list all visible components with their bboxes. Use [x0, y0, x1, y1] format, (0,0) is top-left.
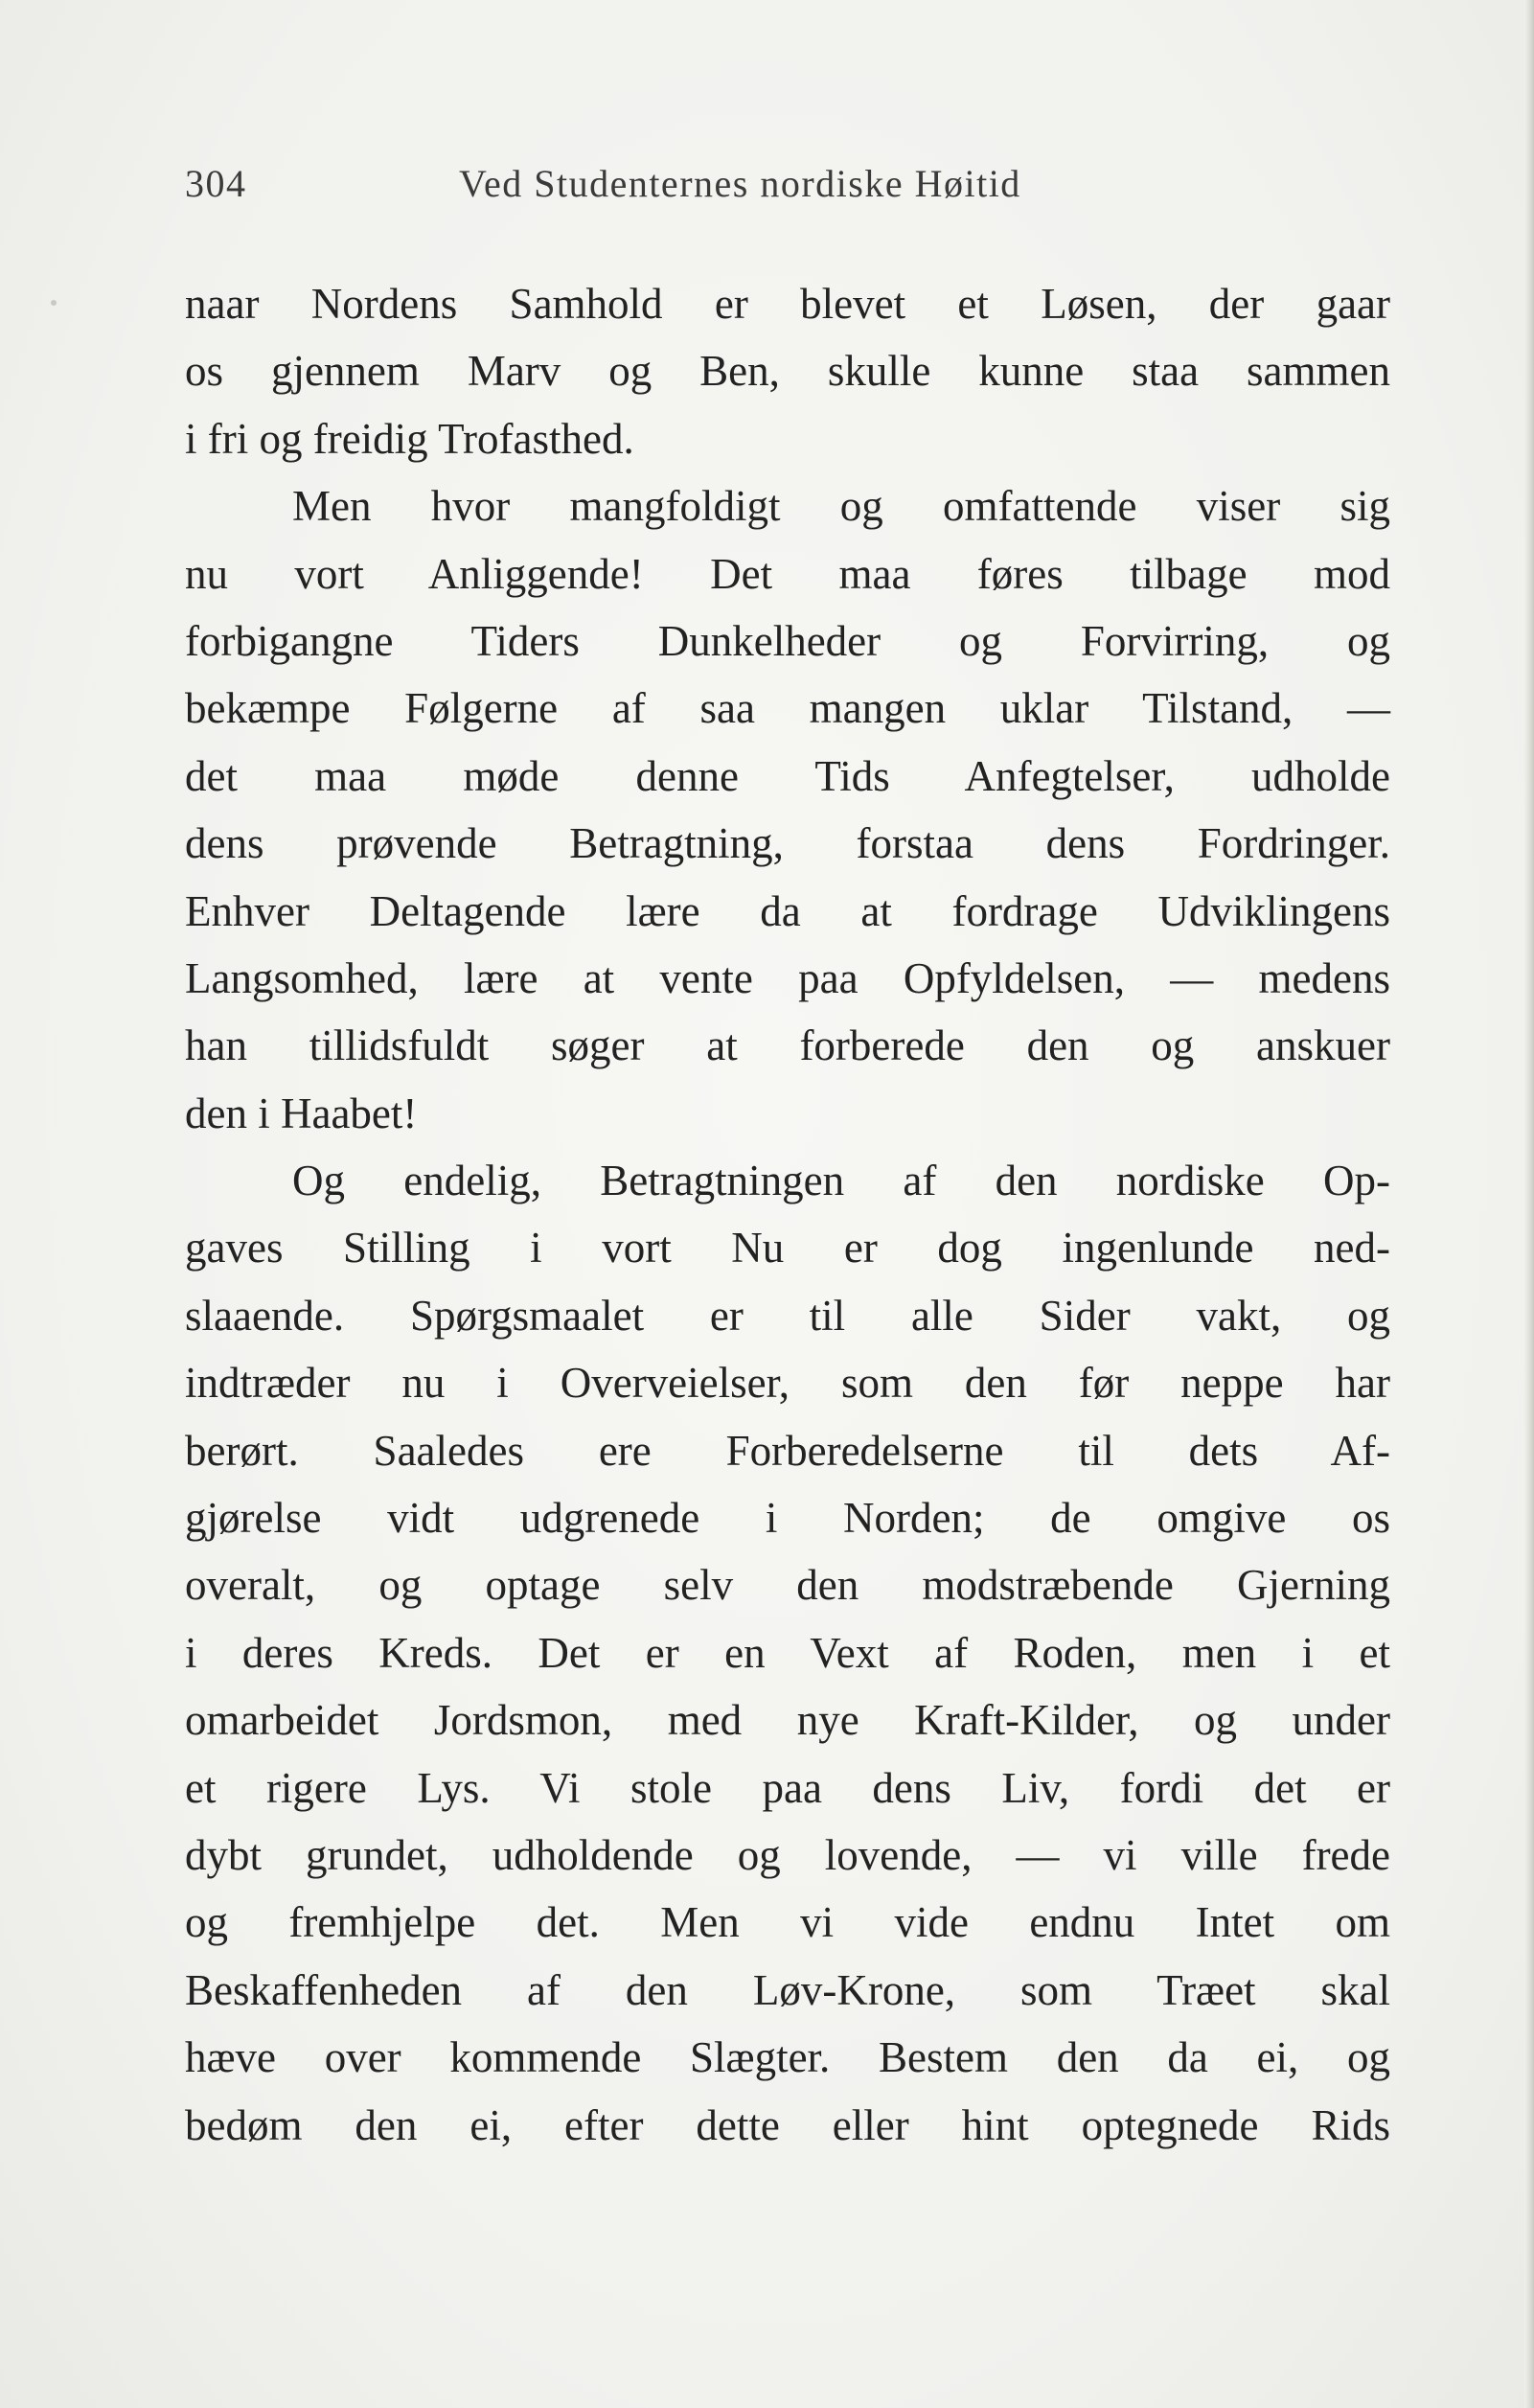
text-line: Enhver Deltagende lære da at fordrage Udviklingens	[185, 886, 1390, 935]
text-line: hæve over kommende Slægter. Bestem den da ei, og	[185, 2033, 1390, 2082]
text-line: os gjennem Marv og Ben, skulle kunne staa sammen	[185, 347, 1390, 396]
text-line: nu vort Anliggende! Det maa føres tilbage mod	[185, 549, 1390, 598]
text-line: dybt grundet, udholdende og lovende, — vi ville frede	[185, 1830, 1390, 1879]
text-line: et rigere Lys. Vi stole paa dens Liv, fordi det er	[185, 1763, 1390, 1812]
page-number: 304	[185, 162, 247, 205]
body-text	[185, 270, 1390, 2159]
text-line: naar Nordens Samhold er blevet et Løsen, der gaar	[185, 280, 1390, 328]
text-line: det maa møde denne Tids Anfegtelser, udholde	[185, 751, 1390, 800]
text-line: gjørelse vidt udgrenede i Norden; de omgive os	[185, 1494, 1390, 1543]
text-line: forbigangne Tiders Dunkelheder og Forvirring, og	[185, 616, 1390, 665]
running-title: Ved Studenternes nordiske Høitid	[459, 162, 1021, 205]
page-edge	[1524, 0, 1534, 2408]
text-line: han tillidsfuldt søger at forberede den og anskuer	[185, 1021, 1390, 1070]
margin-speck	[51, 300, 57, 306]
text-line: i deres Kreds. Det er en Vext af Roden, men i et	[185, 1628, 1390, 1677]
text-line: indtræder nu i Overveielser, som den før neppe har	[185, 1359, 1390, 1408]
text-line: og fremhjelpe det. Men vi vide endnu Intet om	[185, 1898, 1390, 1947]
text-line: berørt. Saaledes ere Forberedelserne til dets Af-	[185, 1426, 1390, 1475]
text-line: bedøm den ei, efter dette eller hint optegnede Rids	[185, 2100, 1390, 2149]
text-line: overalt, og optage selv den modstræbende Gjerning	[185, 1561, 1390, 1610]
text-line: i fri og freidig Trofasthed.	[185, 414, 634, 463]
text-line: Beskaffenheden af den Løv-Krone, som Træet skal	[185, 1965, 1390, 2014]
text-line: Men hvor mangfoldigt og omfattende viser sig	[292, 482, 1390, 531]
text-line: gaves Stilling i vort Nu er dog ingenlunde ned-	[185, 1224, 1390, 1273]
text-line: Langsomhed, lære at vente paa Opfyldelsen, — medens	[185, 953, 1390, 1002]
text-line: den i Haabet!	[185, 1089, 418, 1137]
text-line: slaaende. Spørgsmaalet er til alle Sider vakt, og	[185, 1291, 1390, 1340]
text-line: dens prøvende Betragtning, forstaa dens Fordringer.	[185, 819, 1390, 868]
text-line: Og endelig, Betragtningen af den nordiske Op-	[292, 1157, 1390, 1205]
text-line: bekæmpe Følgerne af saa mangen uklar Tilstand, —	[185, 684, 1390, 733]
running-header	[185, 161, 1126, 215]
text-line: omarbeidet Jordsmon, med nye Kraft-Kilder, og under	[185, 1696, 1390, 1745]
